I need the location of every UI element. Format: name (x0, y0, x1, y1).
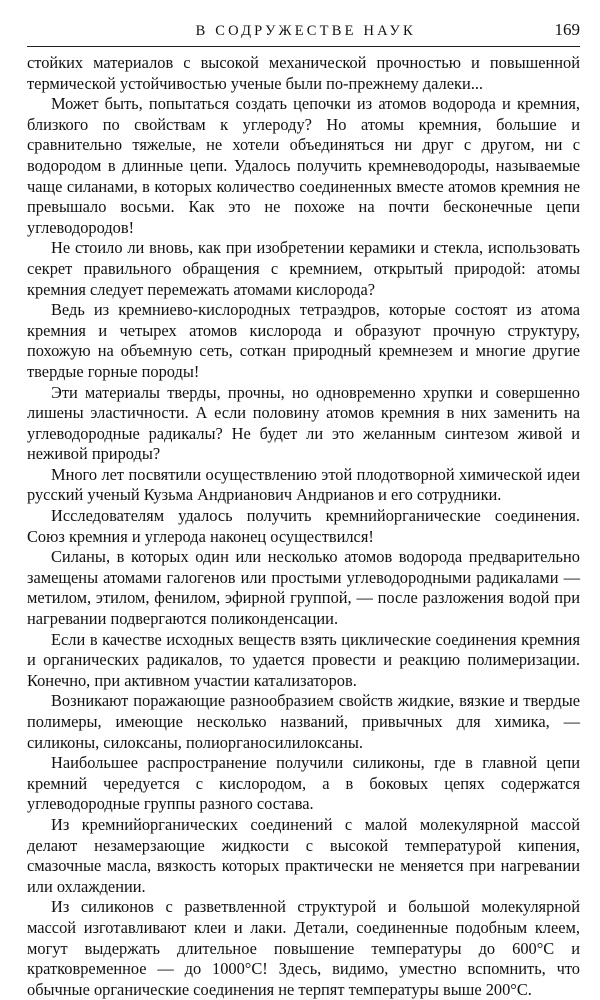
running-header (27, 20, 580, 47)
paragraph: Эти материалы тверды, прочны, но одновременно хрупки и совершенно лишены эластичности. А если половину атомов кремния в них заменить на углеводородные радикалы? Не будет ли это желанным синтезом живой и неживой природы? (27, 382, 580, 464)
paragraph: Если в качестве исходных веществ взять циклические соединения кремния и органических радикалов, то удается провести и реакцию полимеризации. Конечно, при активном участии катализаторов. (27, 629, 580, 690)
page-number: 169 (554, 20, 580, 39)
paragraph: Может быть, попытаться создать цепочки из атомов водорода и кремния, близкого по свойствам к углероду? Но атомы кремния, большие и сравнительно тяжелые, не хотели объединяться ни друг с другом, ни с водородом в длинные цепи. Удалось получить кремневодороды, называемые чаще силанами, в которых количество соединенных вместе атомов кремния не превышало восьми. Как это не похоже на почти бесконечные цепи углеводородов! (27, 94, 580, 237)
paragraph: Ведь из кремниево-кислородных тетраэдров, которые состоят из атома кремния и четырех атомов кислорода и образуют прочную структуру, похожую на объемную сеть, соткан природный кремнезем и многие другие твердые горные породы! (27, 300, 580, 381)
body-text (27, 53, 580, 1000)
paragraph: стойких материалов с высокой механической прочностью и повышенной термической устойчивостью ученые были по-прежнему далеки... (27, 53, 580, 93)
paragraph: Из кремнийорганических соединений с малой молекулярной массой делают незамерзающие жидкости с высокой температурой кипения, смазочные масла, вязкость которых практически не меняется при нагревании или охлаждении. (27, 814, 580, 896)
chapter-title: В СОДРУЖЕСТВЕ НАУК (195, 23, 416, 39)
paragraph: Из силиконов с разветвленной структурой и большой молекулярной массой изготавливают клеи и лаки. Детали, соединенные подобным клеем, могут выдержать длительное повышение температуры до 600°C и кратковременное — до 1000°C! Здесь, видимо, уместно вспомнить, что обычные органические соединения не терпят температуры выше 200°C. (27, 897, 580, 999)
paragraph: Исследователям удалось получить кремнийорганические соединения. Союз кремния и углерода наконец осуществился! (27, 506, 580, 546)
paragraph: Наибольшее распространение получили силиконы, где в главной цепи кремний чередуется с кислородом, а в боковых цепях содержатся углеводородные группы разного состава. (27, 753, 580, 814)
paragraph: Не стоило ли вновь, как при изобретении керамики и стекла, использовать секрет правильного обращения с кремнием, открытый природой: атомы кремния следует перемежать атомами кислорода? (27, 238, 580, 299)
paragraph: Силаны, в которых один или несколько атомов водорода предварительно замещены атомами галогенов или простыми углеводородными радикалами — метилом, этилом, фенилом, эфирной группой, — после разложения водой при нагревании подвергаются поликонденсации. (27, 547, 580, 629)
paragraph: Возникают поражающие разнообразием свойств жидкие, вязкие и твердые полимеры, имеющие несколько названий, привычных для химика, — силиконы, силоксаны, полиорганосилилоксаны. (27, 691, 580, 752)
paragraph: Много лет посвятили осуществлению этой плодотворной химической идеи русский ученый Кузьма Андрианович Андрианов и его сотрудники. (27, 464, 580, 505)
